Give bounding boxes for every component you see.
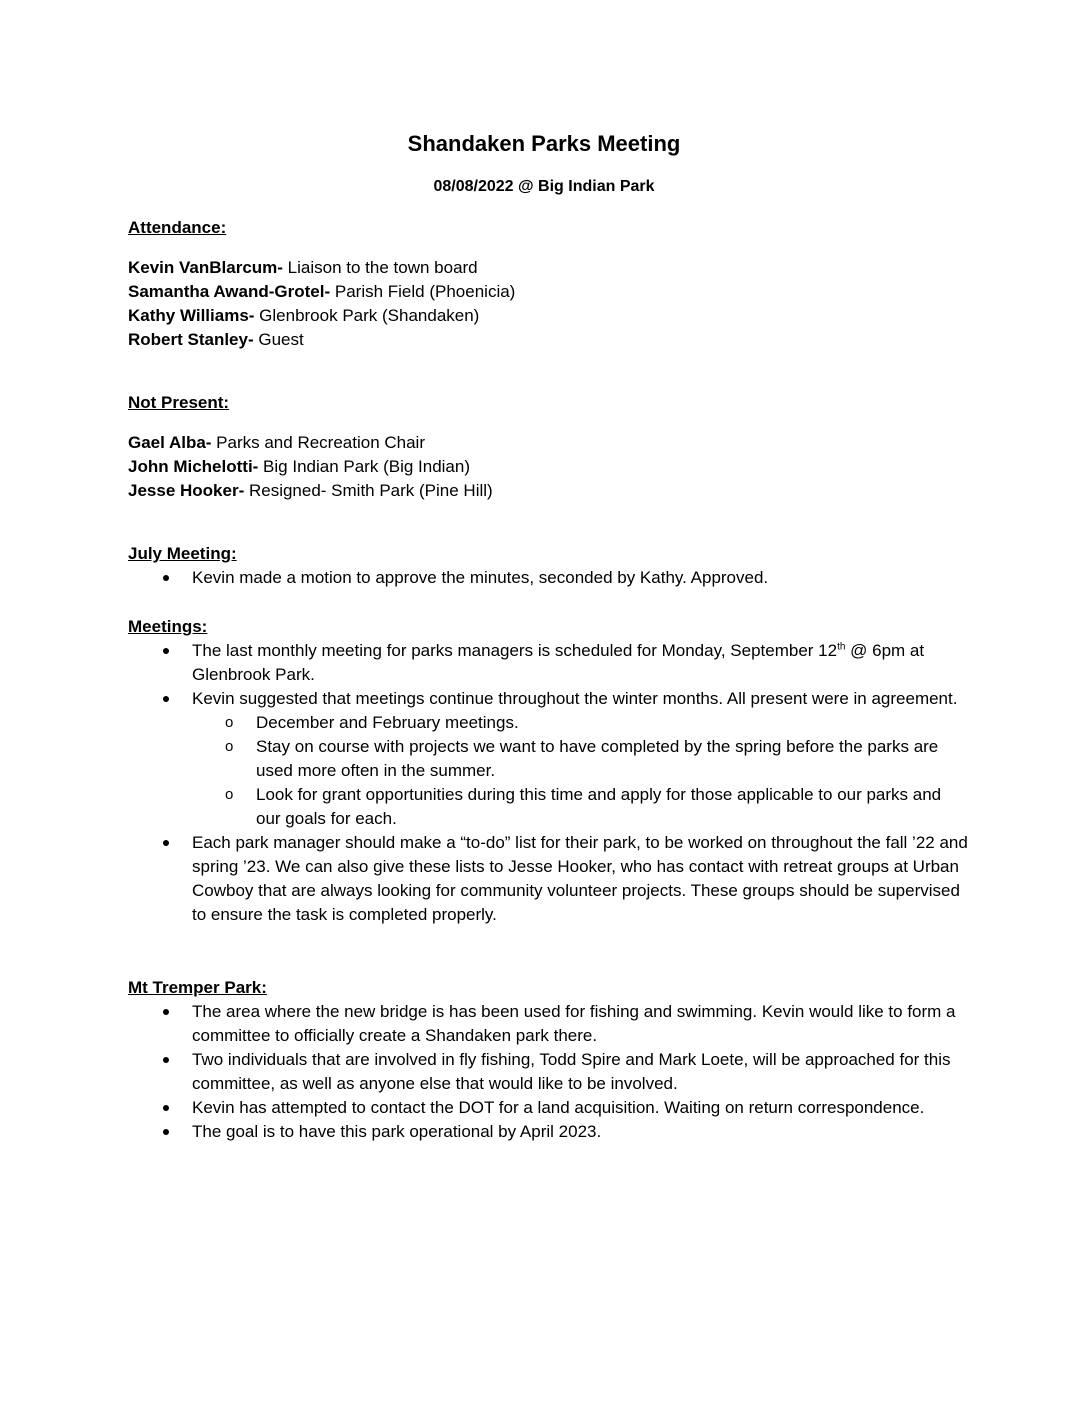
absentee: John Michelotti- Big Indian Park (Big Indian) <box>128 457 470 476</box>
absentee: Jesse Hooker- Resigned- Smith Park (Pine Hill) <box>128 481 493 500</box>
attendee: Kathy Williams- Glenbrook Park (Shandaken) <box>128 306 480 325</box>
meeting-date-location: 08/08/2022 @ Big Indian Park <box>433 178 655 195</box>
sub-list-item: o December and February meetings. <box>192 711 968 735</box>
attendance-section <box>128 216 968 352</box>
attendee: Robert Stanley- Guest <box>128 330 304 349</box>
list-item: The goal is to have this park operational by April 2023. <box>128 1120 968 1144</box>
july-meeting-heading: July Meeting: <box>128 544 237 563</box>
list-item: The last monthly meeting for parks managers is scheduled for Monday, September 12th @ 6pm at Glenbrook Park. <box>128 639 968 687</box>
mt-tremper-heading: Mt Tremper Park: <box>128 978 267 997</box>
list-item: Each park manager should make a “to-do” list for their park, to be worked on throughout the fall ’22 and spring ’23. We can also give these lists to Jesse Hooker, who has contact with retreat groups at Urban Cowboy that are always looking for community volunteer projects. These groups should be supervised to ensure the task is completed properly. <box>128 831 968 927</box>
list-item: The area where the new bridge is has been used for fishing and swimming. Kevin would like to form a committee to officially create a Shandaken park there. <box>128 1000 968 1048</box>
list-item: Kevin suggested that meetings continue throughout the winter months. All present were in agreement. o December and February meetings. o Stay on course with projects we want to have completed by the spring before the parks are used more often in the summer. o Look for grant opportunities during this time and apply for those applicable to our parks and our goals for each. <box>128 687 968 831</box>
sub-list-item: o Stay on course with projects we want to have completed by the spring before the parks are used more often in the summer. <box>192 735 968 783</box>
meetings-section <box>128 615 968 927</box>
attendee: Kevin VanBlarcum- Liaison to the town board <box>128 258 478 277</box>
mt-tremper-section <box>128 976 968 1144</box>
attendee: Samantha Awand-Grotel- Parish Field (Phoenicia) <box>128 282 516 301</box>
july-meeting-section <box>128 542 968 590</box>
list-item: Two individuals that are involved in fly fishing, Todd Spire and Mark Loete, will be approached for this committee, as well as anyone else that would like to be involved. <box>128 1048 968 1096</box>
not-present-heading: Not Present: <box>128 393 230 412</box>
page-title: Shandaken Parks Meeting <box>407 131 681 156</box>
list-item: Kevin made a motion to approve the minutes, seconded by Kathy. Approved. <box>128 566 968 590</box>
sub-list-item: o Look for grant opportunities during this time and apply for those applicable to our parks and our goals for each. <box>192 783 968 831</box>
list-item: Kevin has attempted to contact the DOT for a land acquisition. Waiting on return correspondence. <box>128 1096 968 1120</box>
absentee: Gael Alba- Parks and Recreation Chair <box>128 433 425 452</box>
attendance-heading: Attendance: <box>128 218 227 237</box>
not-present-section <box>128 391 968 503</box>
meetings-heading: Meetings: <box>128 617 208 636</box>
